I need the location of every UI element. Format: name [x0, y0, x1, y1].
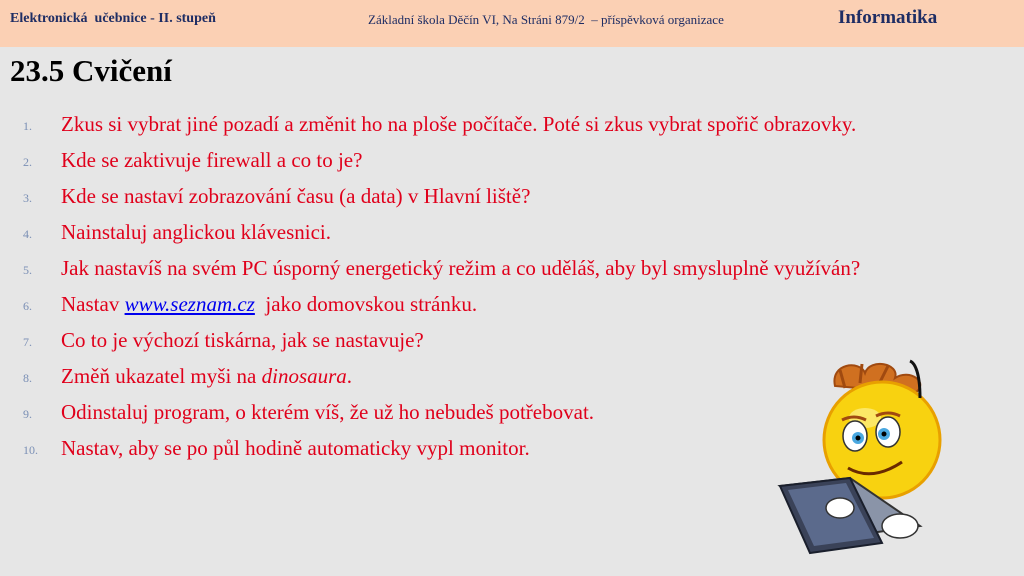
item-emphasis: dinosaura [261, 364, 347, 388]
list-item [0, 290, 970, 319]
seznam-link[interactable]: www.seznam.cz [124, 292, 255, 316]
item-number: 7. [23, 335, 32, 349]
item-number: 1. [23, 119, 32, 133]
list-item [0, 110, 970, 139]
item-text: Co to je výchozí tiskárna, jak se nastavuje? [61, 328, 424, 352]
item-text-after: . [346, 364, 353, 388]
header-school-name: Základní škola Děčín VI, Na Stráni 879/2 – příspěvková organizace [368, 12, 724, 27]
header-subject: Informatika [838, 7, 938, 28]
item-number: 5. [23, 263, 32, 277]
item-text: Nainstaluj anglickou klávesnici. [61, 220, 332, 244]
item-number: 2. [23, 155, 32, 169]
item-number: 10. [23, 443, 38, 457]
item-text-before: Změň ukazatel myši na [61, 364, 262, 388]
list-item [0, 254, 970, 283]
smiley-laptop-illustration [770, 358, 980, 568]
list-item [0, 182, 970, 211]
item-text: Jak nastavíš na svém PC úsporný energetický režim a co uděláš, aby byl smysluplně využíván? [61, 256, 861, 280]
item-number: 6. [23, 299, 32, 313]
item-number: 9. [23, 407, 32, 421]
item-text: Kde se zaktivuje firewall a co to je? [61, 148, 363, 172]
item-text: Odinstaluj program, o kterém víš, že už ho nebudeš potřebovat. [61, 400, 595, 424]
header-bar [0, 0, 1024, 47]
item-number: 4. [23, 227, 32, 241]
item-text-after: jako domovskou stránku. [254, 292, 478, 316]
item-text: Nastav, aby se po půl hodině automaticky vypl monitor. [61, 436, 530, 460]
header-textbook-title: Elektronická učebnice - II. stupeň [10, 11, 216, 26]
page-title: 23.5 Cvičení [10, 53, 172, 88]
list-item [0, 326, 970, 355]
item-number: 3. [23, 191, 32, 205]
item-text-before: Nastav [61, 292, 125, 316]
item-text: Kde se nastaví zobrazování času (a data) v Hlavní liště? [61, 184, 531, 208]
list-item [0, 146, 970, 175]
item-number: 8. [23, 371, 32, 385]
list-item [0, 218, 970, 247]
item-text: Zkus si vybrat jiné pozadí a změnit ho na ploše počítače. Poté si zkus vybrat spořič obrazovky. [61, 112, 857, 136]
